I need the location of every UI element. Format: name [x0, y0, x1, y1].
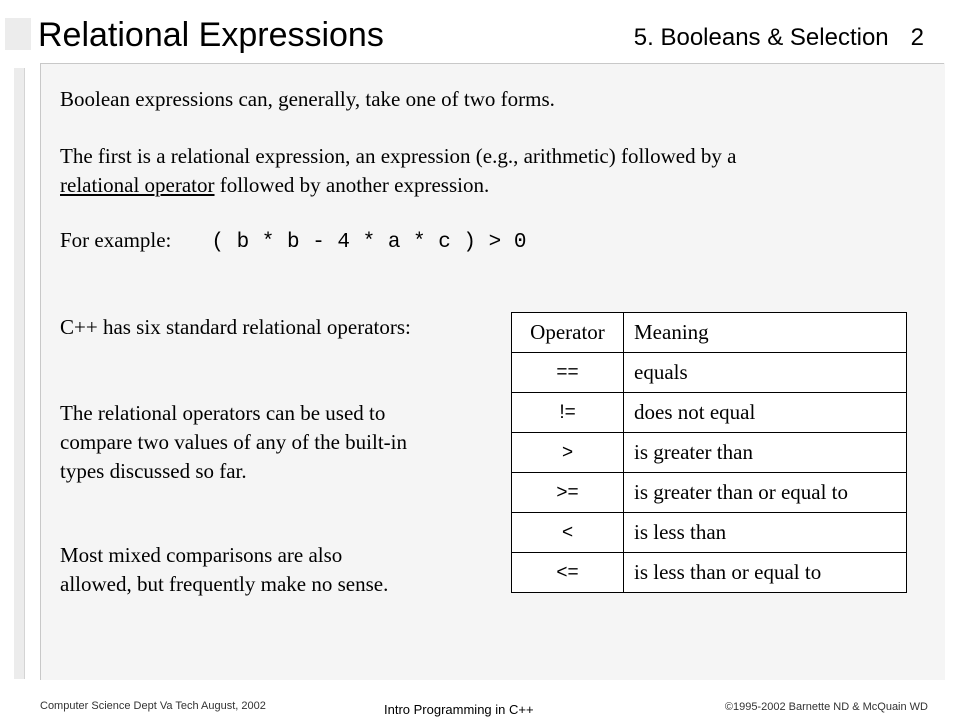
- footer-copyright: ©1995-2002 Barnette ND & McQuain WD: [724, 701, 928, 713]
- operator-cell: ==: [512, 353, 624, 393]
- relational-operator-term: relational operator: [60, 173, 215, 197]
- table-row: [512, 433, 907, 473]
- section-header: [634, 20, 924, 56]
- intro-paragraph: Boolean expressions can, generally, take one of two forms.: [60, 87, 555, 111]
- table-row: [512, 393, 907, 433]
- builtin-line2: compare two values of any of the built-in: [60, 430, 407, 454]
- table-row: [512, 513, 907, 553]
- relational-def-line1: The first is a relational expression, an expression (e.g., arithmetic) followed by a: [60, 144, 737, 168]
- meaning-cell: is greater than or equal to: [624, 473, 907, 513]
- title-rule: [40, 63, 944, 64]
- meaning-cell: is greater than: [624, 433, 907, 473]
- table-row: [512, 473, 907, 513]
- meaning-cell: equals: [624, 353, 907, 393]
- operator-cell: <: [512, 513, 624, 553]
- meaning-cell: is less than: [624, 513, 907, 553]
- meaning-cell: does not equal: [624, 393, 907, 433]
- table-row: [512, 553, 907, 593]
- operator-cell: >: [512, 433, 624, 473]
- section-title: 5. Booleans & Selection: [633, 24, 889, 51]
- mixed-line2: allowed, but frequently make no sense.: [60, 572, 389, 596]
- operator-header: Operator: [512, 313, 624, 353]
- slide-title: Relational Expressions: [38, 16, 384, 54]
- operator-cell: >=: [512, 473, 624, 513]
- footer-department: Computer Science Dept Va Tech August, 2002: [40, 700, 266, 712]
- mixed-line1: Most mixed comparisons are also: [60, 543, 343, 567]
- example-line: [60, 225, 526, 258]
- relational-def-rest: followed by another expression.: [214, 173, 490, 197]
- meaning-header: Meaning: [624, 313, 907, 353]
- left-margin-bar: [14, 68, 25, 679]
- builtin-line3: types discussed so far.: [60, 459, 247, 483]
- footer-course: Intro Programming in C++: [384, 702, 534, 717]
- relational-def-line2: [60, 170, 489, 200]
- example-label: For example:: [60, 228, 172, 252]
- builtin-line1: The relational operators can be used to: [60, 401, 386, 425]
- six-operators-text: C++ has six standard relational operators:: [60, 315, 411, 339]
- operators-table: [511, 312, 907, 593]
- operator-cell: <=: [512, 553, 624, 593]
- table-row: [512, 353, 907, 393]
- operator-cell: !=: [512, 393, 624, 433]
- example-code: ( b * b - 4 * a * c ) > 0: [211, 231, 527, 254]
- corner-decoration: [5, 18, 31, 50]
- meaning-cell: is less than or equal to: [624, 553, 907, 593]
- page-number: 2: [910, 24, 924, 51]
- table-header-row: [512, 313, 907, 353]
